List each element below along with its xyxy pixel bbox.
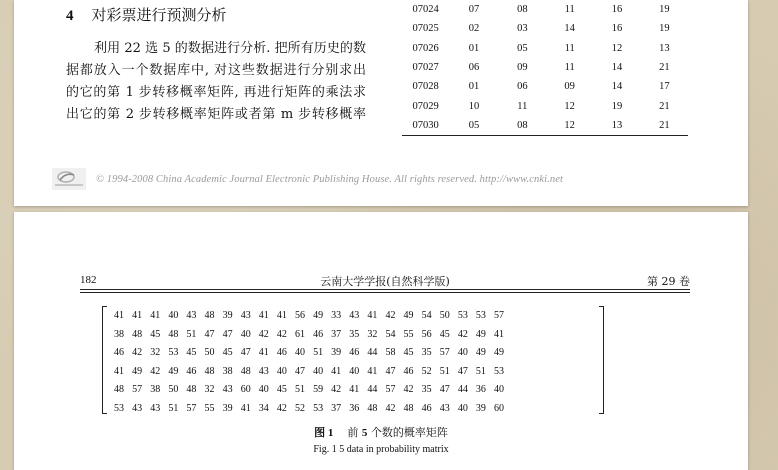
matrix-cell: 48 [168, 328, 179, 340]
draw-number-cell: 12 [564, 100, 575, 112]
matrix-cell: 48 [204, 310, 215, 321]
cnki-logo-icon [52, 168, 86, 190]
matrix-cell: 43 [349, 310, 360, 321]
matrix-cell: 42 [150, 365, 161, 377]
draw-number-cell: 06 [517, 81, 528, 93]
matrix-cell: 37 [331, 403, 342, 414]
matrix-cell: 40 [349, 365, 360, 377]
matrix-cell: 49 [475, 347, 486, 359]
matrix-cell: 45 [150, 328, 161, 340]
matrix-cell: 41 [367, 310, 378, 321]
matrix-cell: 57 [385, 384, 396, 396]
matrix-cell: 35 [349, 328, 360, 340]
draw-number-cell: 14 [611, 62, 623, 74]
matrix-cell: 48 [114, 384, 125, 396]
matrix-cell: 33 [331, 310, 342, 321]
matrix-cell: 45 [439, 328, 450, 340]
matrix-cell: 54 [385, 328, 396, 340]
matrix-cell: 40 [313, 365, 324, 377]
matrix-cell: 52 [294, 403, 305, 414]
matrix-row [110, 366, 508, 377]
draw-number-cell: 17 [659, 81, 670, 93]
matrix-cell: 38 [150, 384, 161, 396]
draw-number-cell: 10 [468, 100, 480, 112]
matrix-row [110, 384, 508, 395]
matrix-cell: 48 [403, 403, 414, 414]
matrix-cell: 47 [457, 365, 468, 377]
matrix-cell: 42 [385, 403, 396, 414]
draw-number-cell: 19 [659, 4, 670, 16]
draw-number-cell: 05 [517, 42, 528, 54]
matrix-cell: 40 [294, 347, 305, 359]
draw-id-cell: 07026 [412, 42, 439, 54]
matrix-cell: 36 [475, 384, 486, 396]
matrix-cell: 46 [403, 365, 414, 377]
matrix-left-bracket [102, 306, 107, 414]
matrix-cell: 46 [349, 347, 360, 359]
draw-id-cell: 07029 [412, 100, 439, 112]
matrix-cell: 43 [240, 310, 251, 321]
matrix-cell: 47 [240, 347, 251, 359]
matrix-cell: 41 [114, 310, 125, 321]
matrix-cell: 49 [403, 310, 414, 321]
matrix-cell: 41 [258, 310, 269, 321]
matrix-cell: 34 [258, 403, 269, 414]
matrix-cell: 46 [114, 347, 125, 359]
draw-number-cell: 12 [611, 42, 623, 54]
matrix-cell: 49 [494, 347, 505, 359]
draw-number-cell: 13 [659, 42, 670, 54]
matrix-cell: 57 [494, 310, 505, 321]
matrix-cell: 51 [439, 365, 450, 377]
matrix-cell: 41 [114, 365, 125, 377]
table-row [402, 77, 688, 96]
matrix-cell: 45 [403, 347, 414, 359]
matrix-cell: 39 [331, 347, 342, 359]
matrix-cell: 61 [294, 328, 305, 340]
body-paragraph [66, 38, 366, 126]
draw-number-cell: 11 [564, 42, 575, 54]
matrix-cell: 40 [276, 365, 287, 377]
matrix-cell: 47 [222, 328, 233, 340]
table-row [402, 58, 688, 77]
draw-id-cell: 07028 [412, 81, 439, 93]
matrix-cell: 41 [132, 310, 143, 321]
table-row [402, 96, 688, 115]
matrix-cell: 47 [439, 384, 450, 396]
figure-caption-zh [14, 424, 748, 440]
draw-number-cell: 21 [659, 119, 670, 131]
draw-number-cell: 07 [468, 4, 480, 16]
draw-id-cell: 07025 [412, 23, 439, 35]
draw-number-cell: 12 [564, 119, 575, 131]
matrix-cell: 49 [313, 310, 324, 321]
matrix-cell: 43 [222, 384, 233, 396]
matrix-cell: 40 [258, 384, 269, 396]
matrix-cell: 32 [367, 328, 378, 340]
matrix-cell: 51 [168, 403, 179, 414]
draw-number-cell: 16 [611, 4, 623, 16]
matrix-cell: 32 [150, 347, 161, 359]
caption-zh-after: 个数的概率矩阵 [370, 426, 448, 439]
copyright-text: © 1994-2008 China Academic Journal Electronic Publishing House. All rights reserved. http://www.cnki.net [96, 173, 564, 185]
matrix-cell: 52 [421, 365, 432, 377]
matrix-cell: 53 [457, 310, 468, 321]
journal-name: 云南大学学报(自然科学版) [320, 275, 450, 288]
matrix-cell: 43 [258, 365, 269, 377]
matrix-cell: 36 [349, 403, 360, 414]
matrix-cell: 42 [276, 403, 287, 414]
copyright-footer [52, 168, 692, 190]
matrix-cell: 48 [240, 365, 251, 377]
section-heading [66, 4, 227, 25]
matrix-cell: 42 [132, 347, 143, 359]
matrix-cell: 42 [331, 384, 342, 396]
matrix-cell: 50 [204, 347, 215, 359]
matrix-cell: 45 [222, 347, 233, 359]
draw-id-cell: 07027 [412, 62, 439, 74]
matrix-cell: 56 [294, 310, 305, 321]
matrix-cell: 44 [367, 384, 378, 396]
draw-number-cell: 11 [564, 4, 575, 16]
draw-number-cell: 11 [517, 100, 528, 112]
matrix-cell: 42 [403, 384, 414, 396]
header-rule [80, 292, 690, 293]
matrix-cell: 38 [114, 328, 125, 340]
matrix-cell: 42 [258, 328, 269, 340]
matrix-cell: 40 [457, 403, 468, 414]
table-row [402, 39, 688, 58]
matrix-cell: 53 [494, 365, 505, 377]
matrix-cell: 60 [494, 403, 505, 414]
draw-id-cell: 07024 [412, 4, 439, 16]
matrix-cell: 44 [367, 347, 378, 359]
draw-number-cell: 08 [517, 119, 528, 131]
draw-number-cell: 05 [468, 119, 480, 131]
matrix-cell: 43 [186, 310, 197, 321]
draw-number-cell: 19 [611, 100, 623, 112]
section-title: 对彩票进行预测分析 [91, 6, 227, 24]
matrix-cell: 46 [313, 328, 324, 340]
matrix-cell: 51 [186, 328, 197, 340]
matrix-cell: 40 [494, 384, 505, 396]
matrix-cell: 60 [240, 384, 251, 396]
table-row [402, 19, 688, 38]
draw-number-cell: 02 [468, 23, 480, 35]
matrix-cell: 39 [475, 403, 486, 414]
matrix-cell: 41 [150, 310, 161, 321]
matrix-cell: 46 [186, 365, 197, 377]
volume-label: 第 29 卷 [647, 275, 690, 288]
matrix-cell: 48 [186, 384, 197, 396]
matrix-row [110, 329, 508, 340]
matrix-cell: 32 [204, 384, 215, 396]
matrix-cell: 46 [276, 347, 287, 359]
matrix-cell: 42 [457, 328, 468, 340]
matrix-cell: 43 [150, 403, 161, 414]
matrix-cell: 43 [132, 403, 143, 414]
matrix-cell: 48 [367, 403, 378, 414]
matrix-cell: 57 [132, 384, 143, 396]
matrix-cell: 49 [132, 365, 143, 377]
paragraph-line: 据都放入一个数据库中, 对这些数据进行分别求出 [66, 63, 366, 78]
matrix-cell: 47 [204, 328, 215, 340]
matrix-cell: 44 [457, 384, 468, 396]
draw-number-cell: 09 [517, 62, 528, 74]
matrix-cell: 39 [222, 310, 233, 321]
matrix-cell: 39 [222, 403, 233, 414]
matrix-cell: 50 [439, 310, 450, 321]
matrix-row [110, 403, 508, 414]
matrix-cell: 49 [475, 328, 486, 340]
matrix-cell: 51 [475, 365, 486, 377]
matrix-cell: 35 [421, 347, 432, 359]
matrix-cell: 49 [168, 365, 179, 377]
page-bottom [14, 212, 748, 470]
matrix-cell: 37 [331, 328, 342, 340]
draw-number-cell: 21 [659, 62, 670, 74]
matrix-cell: 35 [421, 384, 432, 396]
matrix-cell: 58 [385, 347, 396, 359]
matrix-cell: 53 [313, 403, 324, 414]
draw-number-cell: 11 [564, 62, 575, 74]
draw-number-cell: 19 [659, 23, 670, 35]
draw-id-cell: 07030 [412, 119, 439, 131]
matrix-cell: 41 [258, 347, 269, 359]
matrix-right-bracket [599, 306, 604, 414]
matrix-cell: 41 [494, 328, 505, 340]
matrix-cell: 53 [168, 347, 179, 359]
running-header [80, 272, 690, 290]
matrix-cell: 53 [114, 403, 125, 414]
figure-label: 图 1 [314, 427, 334, 439]
matrix-cell: 51 [313, 347, 324, 359]
caption-zh-before: 前 [347, 426, 359, 439]
figure-caption-en: Fig. 1 5 data in probability matrix [313, 444, 449, 455]
matrix-cell: 41 [349, 384, 360, 396]
paragraph-line: 的它的第 1 步转移概率矩阵, 再进行矩阵的乘法求 [66, 85, 366, 100]
draw-number-cell: 06 [468, 62, 480, 74]
matrix-cell: 41 [276, 310, 287, 321]
matrix-cell: 55 [204, 403, 215, 414]
matrix-cell: 46 [421, 403, 432, 414]
matrix-cell: 51 [294, 384, 305, 396]
probability-matrix [102, 306, 604, 418]
matrix-cell: 57 [186, 403, 197, 414]
draw-number-cell: 01 [468, 42, 480, 54]
section-number: 4 [66, 8, 74, 24]
draw-number-cell: 14 [611, 81, 623, 93]
matrix-cell: 53 [475, 310, 486, 321]
paragraph-line: 利用 22 选 5 的数据进行分析. 把所有历史的数 [94, 41, 366, 56]
matrix-cell: 40 [168, 310, 179, 321]
matrix-row [110, 310, 508, 321]
matrix-cell: 56 [421, 328, 432, 340]
draw-number-cell: 16 [611, 23, 623, 35]
caption-zh-bold: 5 [361, 427, 368, 439]
matrix-cell: 45 [276, 384, 287, 396]
matrix-row [110, 347, 508, 358]
draw-number-cell: 09 [564, 81, 575, 93]
draw-number-cell: 21 [659, 100, 670, 112]
matrix-cell: 42 [276, 328, 287, 340]
matrix-cell: 57 [439, 347, 450, 359]
matrix-cell: 40 [240, 328, 251, 340]
draw-number-cell: 01 [468, 81, 480, 93]
draw-number-cell: 08 [517, 4, 528, 16]
page-number: 182 [80, 274, 97, 286]
matrix-cell: 50 [168, 384, 179, 396]
table-row [402, 116, 688, 135]
matrix-cell: 59 [313, 384, 324, 396]
matrix-cell: 54 [421, 310, 432, 321]
draw-number-cell: 13 [611, 119, 623, 131]
matrix-cell: 45 [186, 347, 197, 359]
matrix-cell: 47 [294, 365, 305, 377]
paragraph-line: 出它的第 2 步转移概率矩阵或者第 m 步转移概率 [66, 107, 366, 122]
matrix-cell: 48 [204, 365, 215, 377]
matrix-cell: 48 [132, 328, 143, 340]
matrix-cell: 41 [240, 403, 251, 414]
matrix-cell: 41 [367, 365, 378, 377]
draw-results-table [402, 0, 688, 136]
matrix-cell: 38 [222, 365, 233, 377]
matrix-cell: 47 [385, 365, 396, 377]
matrix-cell: 42 [385, 310, 396, 321]
page-top [14, 0, 748, 206]
matrix-cell: 43 [439, 403, 450, 414]
matrix-cell: 55 [403, 328, 414, 340]
draw-number-cell: 03 [517, 23, 528, 35]
matrix-cell: 40 [457, 347, 468, 359]
table-row [402, 0, 688, 19]
matrix-cell: 41 [331, 365, 342, 377]
draw-number-cell: 14 [564, 23, 575, 35]
